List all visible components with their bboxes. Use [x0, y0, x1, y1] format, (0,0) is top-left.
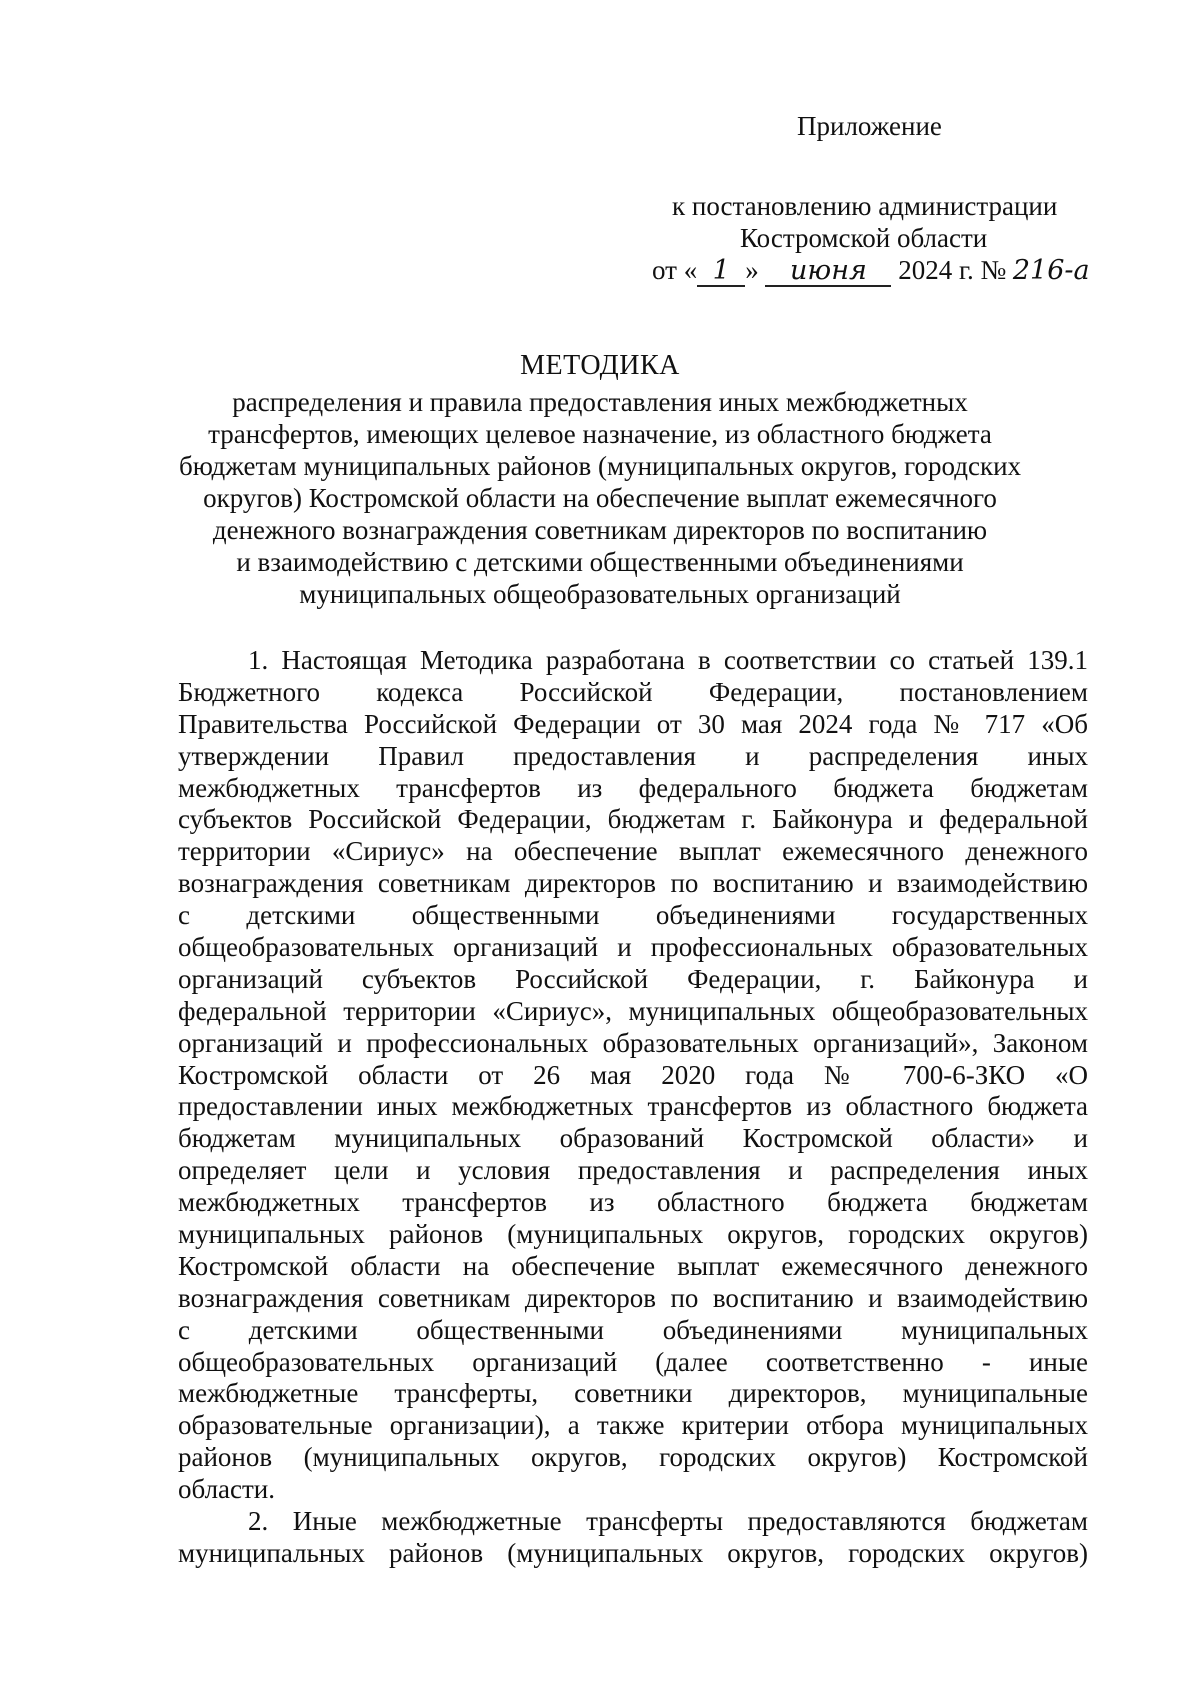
- date-suffix: 2024 г. №: [898, 255, 1007, 285]
- title-line: бюджетам муниципальных районов (муниципальных округов, городских: [178, 451, 1022, 481]
- body-line: с детскими общественными объединениями муниципальных: [178, 1314, 1088, 1345]
- body-line: предоставлении иных межбюджетных трансфертов из областного бюджета: [178, 1091, 1088, 1122]
- body-line: с детскими общественными объединениями государственных: [178, 900, 1088, 931]
- body-line: определяет цели и условия предоставления и распределения иных: [178, 1155, 1088, 1186]
- body-line: образовательные организации), а также критерии отбора муниципальных: [178, 1410, 1088, 1441]
- body-line: межбюджетных трансфертов из областного бюджета бюджетам: [178, 1187, 1088, 1218]
- body-line: вознаграждения советникам директоров по воспитанию и взаимодействию: [178, 868, 1088, 899]
- date-prefix: от «: [652, 255, 698, 285]
- body-line: организаций и профессиональных образовательных организаций», Законом: [178, 1027, 1088, 1058]
- body-line: Костромской области от 26 мая 2020 года № 700-6-ЗКО «О: [178, 1059, 1088, 1090]
- title-line: округов) Костромской области на обеспечение выплат ежемесячного: [203, 483, 997, 513]
- appendix-decree-line: к постановлению администрации: [672, 191, 1058, 221]
- body-line: Правительства Российской Федерации от 30 мая 2024 года № 717 «Об: [178, 708, 1088, 739]
- title-line: денежного вознаграждения советникам директоров по воспитанию: [212, 515, 988, 545]
- title-line: трансфертов, имеющих целевое назначение, из областного бюджета: [208, 419, 992, 449]
- handwritten-day: 1: [697, 257, 745, 287]
- paragraph-1-start: 1. Настоящая Методика разработана в соответствии со статьей 139.1: [248, 645, 1088, 675]
- body-line: организаций субъектов Российской Федерации, г. Байконура и: [178, 963, 1088, 994]
- body-line: межбюджетных трансфертов из федерального бюджета бюджетам: [178, 772, 1088, 803]
- body-line: утверждении Правил предоставления и распределения иных: [178, 740, 1088, 771]
- handwritten-doc-number: 216-а: [1012, 255, 1090, 286]
- body-line: федеральной территории «Сириус», муниципальных общеобразовательных: [178, 995, 1088, 1026]
- body-line: общеобразовательных организаций (далее соответственно - иные: [178, 1346, 1088, 1377]
- document-body: [178, 645, 1088, 1570]
- body-line: вознаграждения советникам директоров по воспитанию и взаимодействию: [178, 1282, 1088, 1313]
- body-line: муниципальных районов (муниципальных округов, городских округов): [178, 1537, 1088, 1568]
- body-line: общеобразовательных организаций и профессиональных образовательных: [178, 932, 1088, 963]
- title-line: распределения и правила предоставления иных межбюджетных: [232, 387, 968, 417]
- title-line: и взаимодействию с детскими общественными объединениями: [236, 547, 964, 577]
- body-line: Бюджетного кодекса Российской Федерации, постановлением: [178, 676, 1088, 707]
- body-line: бюджетам муниципальных образований Костромской области» и: [178, 1123, 1088, 1154]
- body-line: межбюджетные трансферты, советники директоров, муниципальные: [178, 1378, 1088, 1409]
- body-line: районов (муниципальных округов, городских округов) Костромской: [178, 1442, 1088, 1473]
- appendix-region-line: Костромской области: [740, 223, 988, 253]
- appendix-title: Приложение: [797, 111, 942, 141]
- date-mid: »: [745, 255, 759, 285]
- document-heading: МЕТОДИКА: [520, 350, 680, 381]
- body-line: Костромской области на обеспечение выплат ежемесячного денежного: [178, 1250, 1088, 1281]
- body-line: территории «Сириус» на обеспечение выплат ежемесячного денежного: [178, 836, 1088, 867]
- appendix-date-line: [652, 254, 1096, 287]
- handwritten-month: июня: [765, 257, 891, 287]
- title-line: муниципальных общеобразовательных организаций: [299, 579, 901, 609]
- body-line: субъектов Российской Федерации, бюджетам г. Байконура и федеральной: [178, 804, 1088, 835]
- document-title-block: [150, 350, 1050, 610]
- body-line: муниципальных районов (муниципальных округов, городских округов): [178, 1219, 1088, 1250]
- paragraph-1-end: области.: [178, 1474, 276, 1505]
- paragraph-2-start: 2. Иные межбюджетные трансферты предоставляются бюджетам: [248, 1506, 1088, 1537]
